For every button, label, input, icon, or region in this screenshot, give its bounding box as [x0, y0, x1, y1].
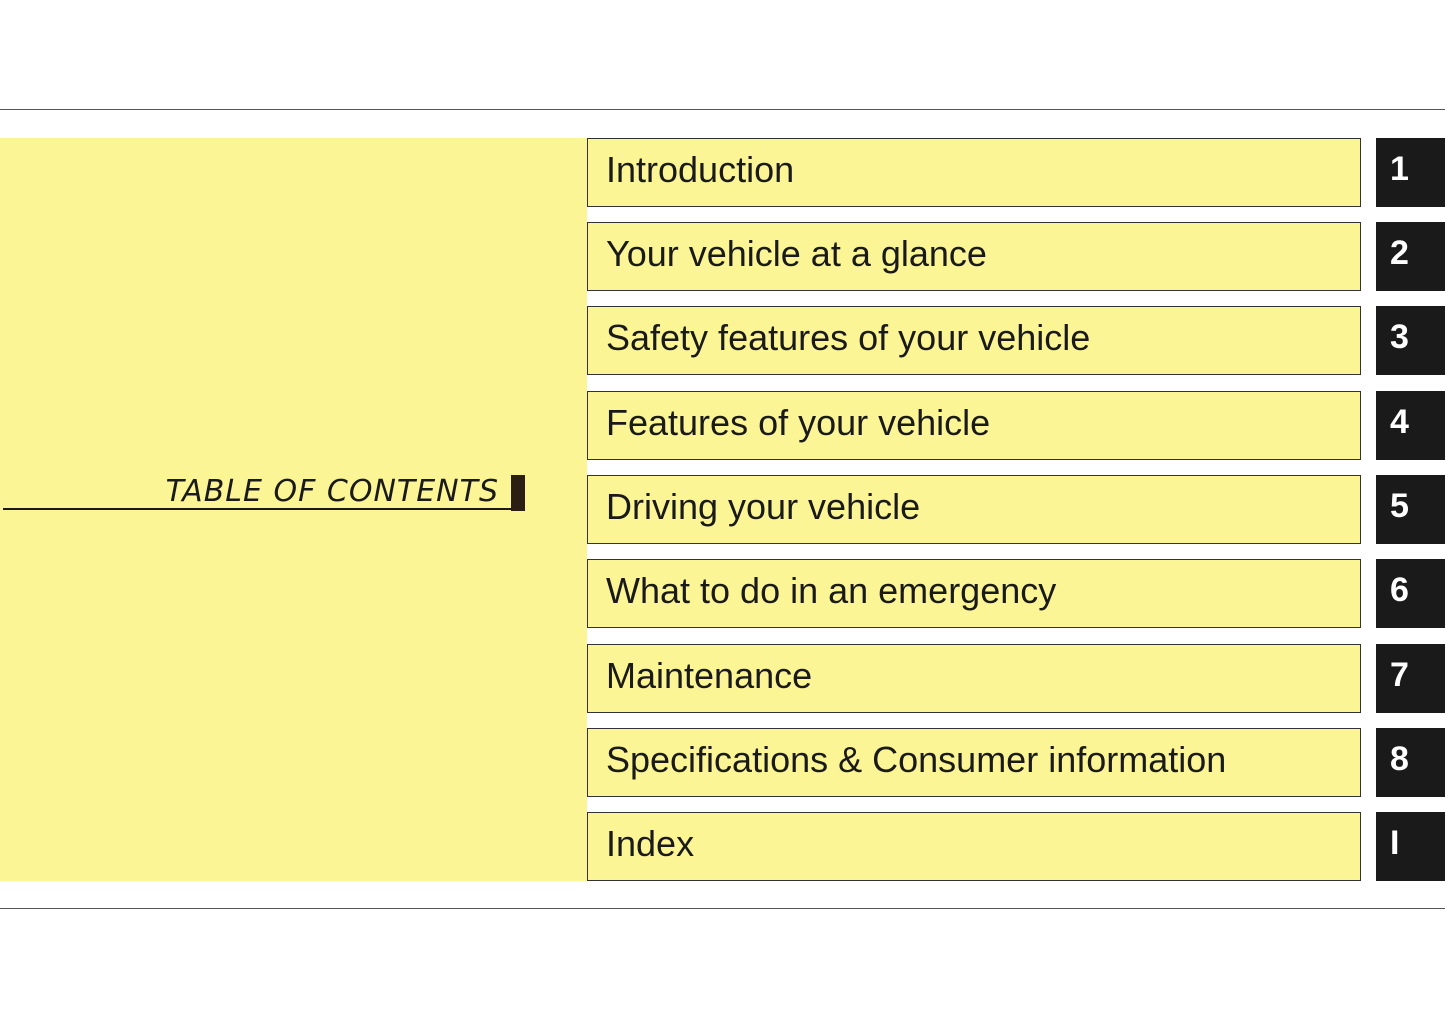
- toc-entry-box[interactable]: [587, 475, 1361, 544]
- toc-entry-label[interactable]: Maintenance: [606, 655, 813, 696]
- toc-entry-safety-features[interactable]: [587, 306, 1445, 375]
- toc-entry-box[interactable]: [587, 138, 1361, 207]
- toc-entry-label[interactable]: Features of your vehicle: [606, 402, 991, 443]
- chapter-tab[interactable]: [1376, 222, 1445, 291]
- toc-entry-label[interactable]: Driving your vehicle: [606, 486, 921, 527]
- toc-entry-index[interactable]: [587, 812, 1445, 881]
- chapter-number: 3: [1390, 318, 1409, 356]
- toc-entry-label[interactable]: Your vehicle at a glance: [606, 233, 987, 274]
- chapter-number: 8: [1390, 740, 1409, 778]
- toc-entry-driving[interactable]: [587, 475, 1445, 544]
- chapter-tab[interactable]: [1376, 306, 1445, 375]
- toc-entry-label[interactable]: Specifications & Consumer information: [606, 739, 1227, 780]
- chapter-tab[interactable]: [1376, 391, 1445, 460]
- chapter-number: 7: [1390, 656, 1409, 694]
- chapter-number: 1: [1390, 150, 1409, 188]
- heading-marker: [511, 475, 525, 511]
- toc-entry-label[interactable]: Safety features of your vehicle: [606, 317, 1091, 358]
- toc-entry-label[interactable]: What to do in an emergency: [606, 570, 1057, 611]
- chapter-number: 4: [1390, 403, 1409, 441]
- toc-entry-introduction[interactable]: [587, 138, 1445, 207]
- chapter-tab[interactable]: [1376, 559, 1445, 628]
- toc-entry-box[interactable]: [587, 812, 1361, 881]
- toc-entry-maintenance[interactable]: [587, 644, 1445, 713]
- toc-entry-box[interactable]: [587, 728, 1361, 797]
- toc-entry-features[interactable]: [587, 391, 1445, 460]
- bottom-divider: [0, 908, 1445, 909]
- toc-entry-specifications[interactable]: [587, 728, 1445, 797]
- chapter-tab[interactable]: [1376, 812, 1445, 881]
- chapter-number: 6: [1390, 571, 1409, 609]
- chapter-tab[interactable]: [1376, 644, 1445, 713]
- toc-title: TABLE OF CONTENTS: [165, 474, 499, 509]
- toc-entry-box[interactable]: [587, 306, 1361, 375]
- toc-entry-emergency[interactable]: [587, 559, 1445, 628]
- chapter-tab[interactable]: [1376, 475, 1445, 544]
- chapter-number: 2: [1390, 234, 1409, 272]
- toc-entry-box[interactable]: [587, 391, 1361, 460]
- toc-entry-box[interactable]: [587, 222, 1361, 291]
- toc-entry-box[interactable]: [587, 644, 1361, 713]
- toc-entry-label[interactable]: Index: [606, 823, 695, 864]
- toc-entry-box[interactable]: [587, 559, 1361, 628]
- toc-heading: [3, 474, 525, 510]
- chapter-tab[interactable]: [1376, 138, 1445, 207]
- top-divider: [0, 109, 1445, 110]
- chapter-number: I: [1390, 824, 1400, 862]
- toc-entry-vehicle-at-a-glance[interactable]: [587, 222, 1445, 291]
- chapter-tab[interactable]: [1376, 728, 1445, 797]
- chapter-number: 5: [1390, 487, 1409, 525]
- toc-entry-label[interactable]: Introduction: [606, 149, 795, 190]
